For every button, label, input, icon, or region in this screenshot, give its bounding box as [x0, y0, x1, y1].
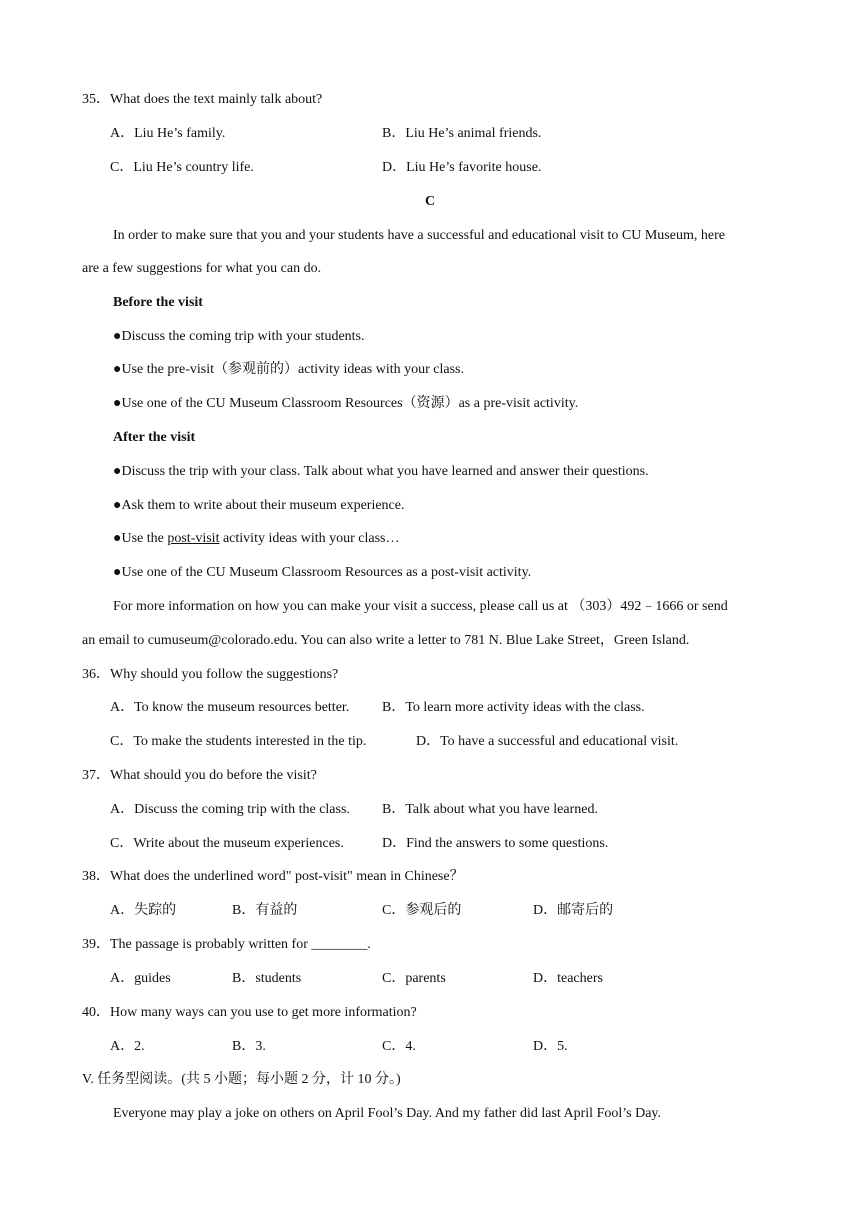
after-item-3 [113, 530, 400, 548]
passage-intro-line-1: In order to make sure that you and your students have a successful and educational visit to CU Museum, here [113, 228, 725, 243]
passage-intro-line-2: are a few suggestions for what you can do. [82, 261, 322, 276]
q39-option-a: A．guides [110, 971, 171, 986]
q40-option-d: D．5. [533, 1039, 568, 1054]
q36-option-c: C．To make the students interested in the tip. [110, 734, 367, 749]
q38-option-a: A．失踪的 [110, 903, 177, 918]
q37-stem: 37．What should you do before the visit? [82, 768, 317, 783]
q38-stem: 38．What does the underlined word" post-visit" mean in Chinese？ [82, 869, 464, 884]
q39-option-b: B．students [232, 971, 302, 986]
q40-option-c: C．4. [382, 1039, 416, 1054]
q36-option-a: A．To know the museum resources better. [110, 700, 350, 715]
q35-stem: 35．What does the text mainly talk about? [82, 92, 323, 107]
q35-option-b: B．Liu He’s animal friends. [382, 126, 542, 141]
q37-option-b: B．Talk about what you have learned. [382, 802, 598, 817]
section-c-heading: C [424, 194, 436, 209]
q36-option-d: D．To have a successful and educational visit. [416, 734, 679, 749]
q39-option-d: D．teachers [533, 971, 603, 986]
before-item-2: ●Use the pre-visit（参观前的）activity ideas with your class. [113, 362, 465, 377]
section-v-heading: V. 任务型阅读。(共 5 小题；每小题 2 分，计 10 分。) [82, 1072, 401, 1087]
q36-stem: 36．Why should you follow the suggestions? [82, 667, 339, 682]
q35-option-d: D．Liu He’s favorite house. [382, 160, 542, 175]
q35-option-c: C．Liu He’s country life. [110, 160, 254, 175]
q38-option-c: C．参观后的 [382, 903, 462, 918]
q40-option-a: A．2. [110, 1039, 145, 1054]
after-item-4: ●Use one of the CU Museum Classroom Resources as a post-visit activity. [113, 565, 532, 580]
q37-option-a: A．Discuss the coming trip with the class. [110, 802, 350, 817]
q39-stem: 39．The passage is probably written for ________. [82, 937, 371, 952]
after-item-1: ●Discuss the trip with your class. Talk about what you have learned and answer their questions. [113, 464, 649, 479]
q35-option-a: A．Liu He’s family. [110, 126, 226, 141]
after-item-3-prefix: ●Use the [113, 531, 168, 546]
passage-info-line-1: For more information on how you can make your visit a success, please call us at （303）492﹣1666 or send [113, 599, 728, 614]
before-item-1: ●Discuss the coming trip with your students. [113, 329, 365, 344]
q40-stem: 40．How many ways can you use to get more information? [82, 1005, 417, 1020]
before-item-3: ●Use one of the CU Museum Classroom Resources（资源）as a pre-visit activity. [113, 396, 579, 411]
after-item-3-suffix: activity ideas with your class… [219, 531, 400, 546]
passage-info-line-2: an email to cumuseum@colorado.edu. You can also write a letter to 781 N. Blue Lake Street，Green Island. [82, 633, 690, 648]
q39-option-c: C．parents [382, 971, 446, 986]
before-visit-heading: Before the visit [113, 295, 203, 310]
section-v-text: Everyone may play a joke on others on April Fool’s Day. And my father did last April Fool’s Day. [113, 1106, 661, 1121]
underlined-word-post-visit: post-visit [167, 531, 220, 546]
q37-option-c: C．Write about the museum experiences. [110, 836, 344, 851]
q40-option-b: B．3. [232, 1039, 266, 1054]
q38-option-b: B．有益的 [232, 903, 298, 918]
after-item-2: ●Ask them to write about their museum experience. [113, 498, 405, 513]
q36-option-b: B．To learn more activity ideas with the class. [382, 700, 645, 715]
q38-option-d: D．邮寄后的 [533, 903, 614, 918]
q37-option-d: D．Find the answers to some questions. [382, 836, 609, 851]
after-visit-heading: After the visit [113, 430, 196, 445]
